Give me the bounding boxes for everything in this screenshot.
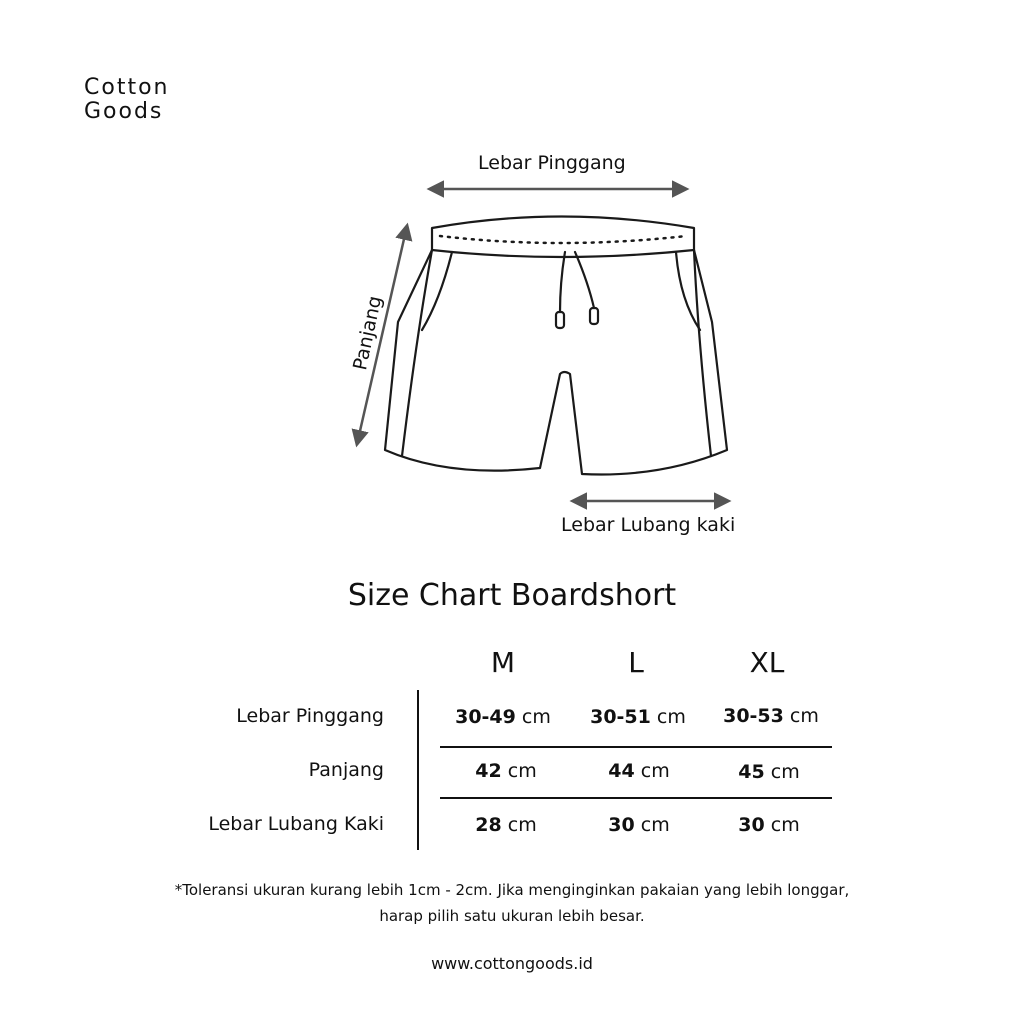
tolerance-note-line-1: *Toleransi ukuran kurang lebih 1cm - 2cm. Jika menginginkan pakaian yang lebih longgar, [174,881,850,899]
size-header-xl: XL [749,646,785,679]
table-cell: 30 cm [738,814,800,836]
tolerance-note-line-2: harap pilih satu ukuran lebih besar. [379,907,645,925]
table-cell: 44 cm [608,760,670,782]
table-vertical-divider [417,690,419,850]
row-label-leg-opening: Lebar Lubang Kaki [208,813,384,835]
length-label: Panjang [349,293,387,373]
row-label-length: Panjang [308,759,384,781]
size-header-m: M [490,646,516,679]
table-row-divider-2 [440,797,832,799]
chart-title: Size Chart Boardshort [347,578,677,613]
waist-label: Lebar Pinggang [478,152,626,174]
tolerance-note [0,877,1024,929]
table-cell: 30-49 cm [455,706,551,728]
table-cell: 30-51 cm [590,706,686,728]
brand-line-2: Goods [84,99,164,124]
table-cell: 30-53 cm [723,705,819,727]
leg-opening-label: Lebar Lubang kaki [561,514,736,536]
table-cell: 28 cm [475,814,537,836]
table-cell: 45 cm [738,761,800,783]
table-cell: 42 cm [475,760,537,782]
row-label-waist: Lebar Pinggang [236,705,384,727]
website-link[interactable]: www.cottongoods.id [431,954,593,973]
brand-line-1: Cotton [84,75,170,100]
size-header-l: L [628,646,644,679]
table-cell: 30 cm [608,814,670,836]
table-row-divider-1 [440,746,832,748]
